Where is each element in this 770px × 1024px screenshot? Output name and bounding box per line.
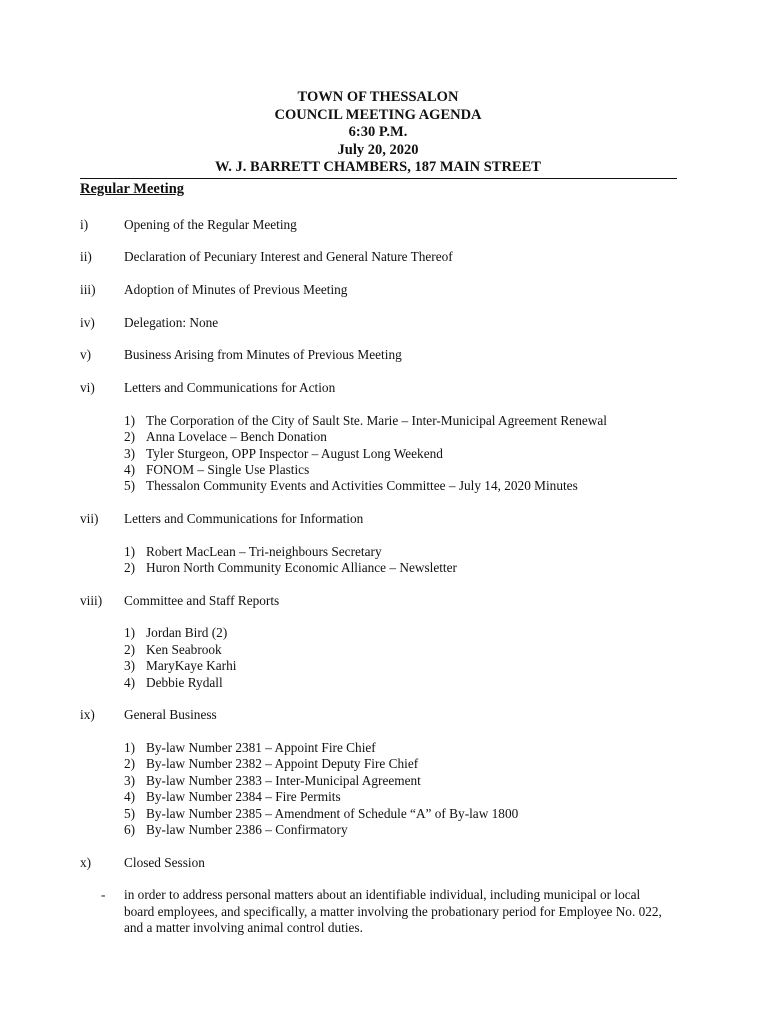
- sub-item-text: Jordan Bird (2): [146, 625, 228, 640]
- town-name: TOWN OF THESSALON: [297, 89, 459, 105]
- sub-item-text: Robert MacLean – Tri-neighbours Secretary: [146, 544, 382, 559]
- item-number: ii): [80, 249, 92, 264]
- sub-item-text: By-law Number 2384 – Fire Permits: [146, 789, 341, 804]
- item-text: Business Arising from Minutes of Previous Meeting: [124, 347, 402, 362]
- sub-item-number: 1): [124, 544, 136, 559]
- item-number: vii): [80, 511, 99, 526]
- section-title: Regular Meeting: [80, 181, 185, 197]
- sub-item-number: 3): [124, 773, 136, 788]
- item-number: i): [80, 217, 89, 232]
- closed-session-description: in order to address personal matters about an identifiable individual, including municipal or local board employees, and specifically, a matter involving the probationary period for Employee No. 022, and a matter involving animal control duties.: [124, 887, 662, 935]
- sub-item-text: Debbie Rydall: [146, 675, 223, 690]
- sub-item-text: By-law Number 2382 – Appoint Deputy Fire Chief: [146, 756, 419, 771]
- item-text: Declaration of Pecuniary Interest and General Nature Thereof: [124, 249, 453, 264]
- item-number: v): [80, 347, 92, 362]
- item-number: iii): [80, 282, 96, 297]
- sub-item-number: 3): [124, 658, 136, 673]
- sub-item-text: FONOM – Single Use Plastics: [146, 462, 310, 477]
- item-text: Letters and Communications for Action: [124, 380, 336, 395]
- sub-item-text: By-law Number 2381 – Appoint Fire Chief: [146, 740, 376, 755]
- item-number: ix): [80, 707, 95, 722]
- sub-item-text: By-law Number 2383 – Inter-Municipal Agreement: [146, 773, 421, 788]
- sub-item-number: 5): [124, 806, 136, 821]
- item-text: Adoption of Minutes of Previous Meeting: [124, 282, 348, 297]
- sub-item-text: Anna Lovelace – Bench Donation: [146, 429, 327, 444]
- item-number: iv): [80, 315, 95, 330]
- sub-item-text: MaryKaye Karhi: [146, 658, 237, 673]
- sub-item-number: 4): [124, 675, 136, 690]
- sub-item-number: 4): [124, 462, 136, 477]
- sub-item-number: 1): [124, 740, 136, 755]
- meeting-date: July 20, 2020: [337, 141, 419, 158]
- sub-item-number: 6): [124, 822, 136, 837]
- sub-item-text: By-law Number 2385 – Amendment of Schedule “A” of By-law 1800: [146, 806, 519, 821]
- sub-item-number: 2): [124, 756, 136, 771]
- sub-item-text: By-law Number 2386 – Confirmatory: [146, 822, 348, 837]
- sub-item-number: 2): [124, 642, 136, 657]
- item-number: vi): [80, 380, 95, 395]
- sub-item-number: 3): [124, 446, 136, 461]
- sub-item-text: Thessalon Community Events and Activities Committee – July 14, 2020 Minutes: [146, 478, 578, 493]
- item-text: Letters and Communications for Information: [124, 511, 364, 526]
- sub-item-text: The Corporation of the City of Sault Ste. Marie – Inter-Municipal Agreement Renewal: [146, 413, 607, 428]
- sub-item-number: 4): [124, 789, 136, 804]
- sub-item-number: 1): [124, 413, 136, 428]
- item-text: Opening of the Regular Meeting: [124, 217, 297, 232]
- sub-item-number: 2): [124, 560, 136, 575]
- item-text: General Business: [124, 707, 217, 722]
- meeting-location: W. J. BARRETT CHAMBERS, 187 MAIN STREET: [215, 159, 541, 175]
- agenda-title: COUNCIL MEETING AGENDA: [274, 106, 482, 123]
- item-text: Committee and Staff Reports: [124, 593, 280, 608]
- item-number: x): [80, 855, 92, 870]
- sub-item-text: Huron North Community Economic Alliance – Newsletter: [146, 560, 457, 575]
- header-divider: [80, 178, 677, 179]
- item-text: Delegation: None: [124, 315, 219, 330]
- sub-item-number: 5): [124, 478, 136, 493]
- meeting-time: 6:30 P.M.: [348, 124, 408, 140]
- agenda-header: [80, 89, 676, 177]
- item-number: viii): [80, 593, 103, 608]
- sub-item-number: 1): [124, 625, 136, 640]
- item-text: Closed Session: [124, 855, 205, 870]
- bullet-dash: -: [101, 887, 106, 902]
- sub-item-text: Ken Seabrook: [146, 642, 222, 657]
- sub-item-number: 2): [124, 429, 136, 444]
- sub-item-text: Tyler Sturgeon, OPP Inspector – August Long Weekend: [146, 446, 443, 461]
